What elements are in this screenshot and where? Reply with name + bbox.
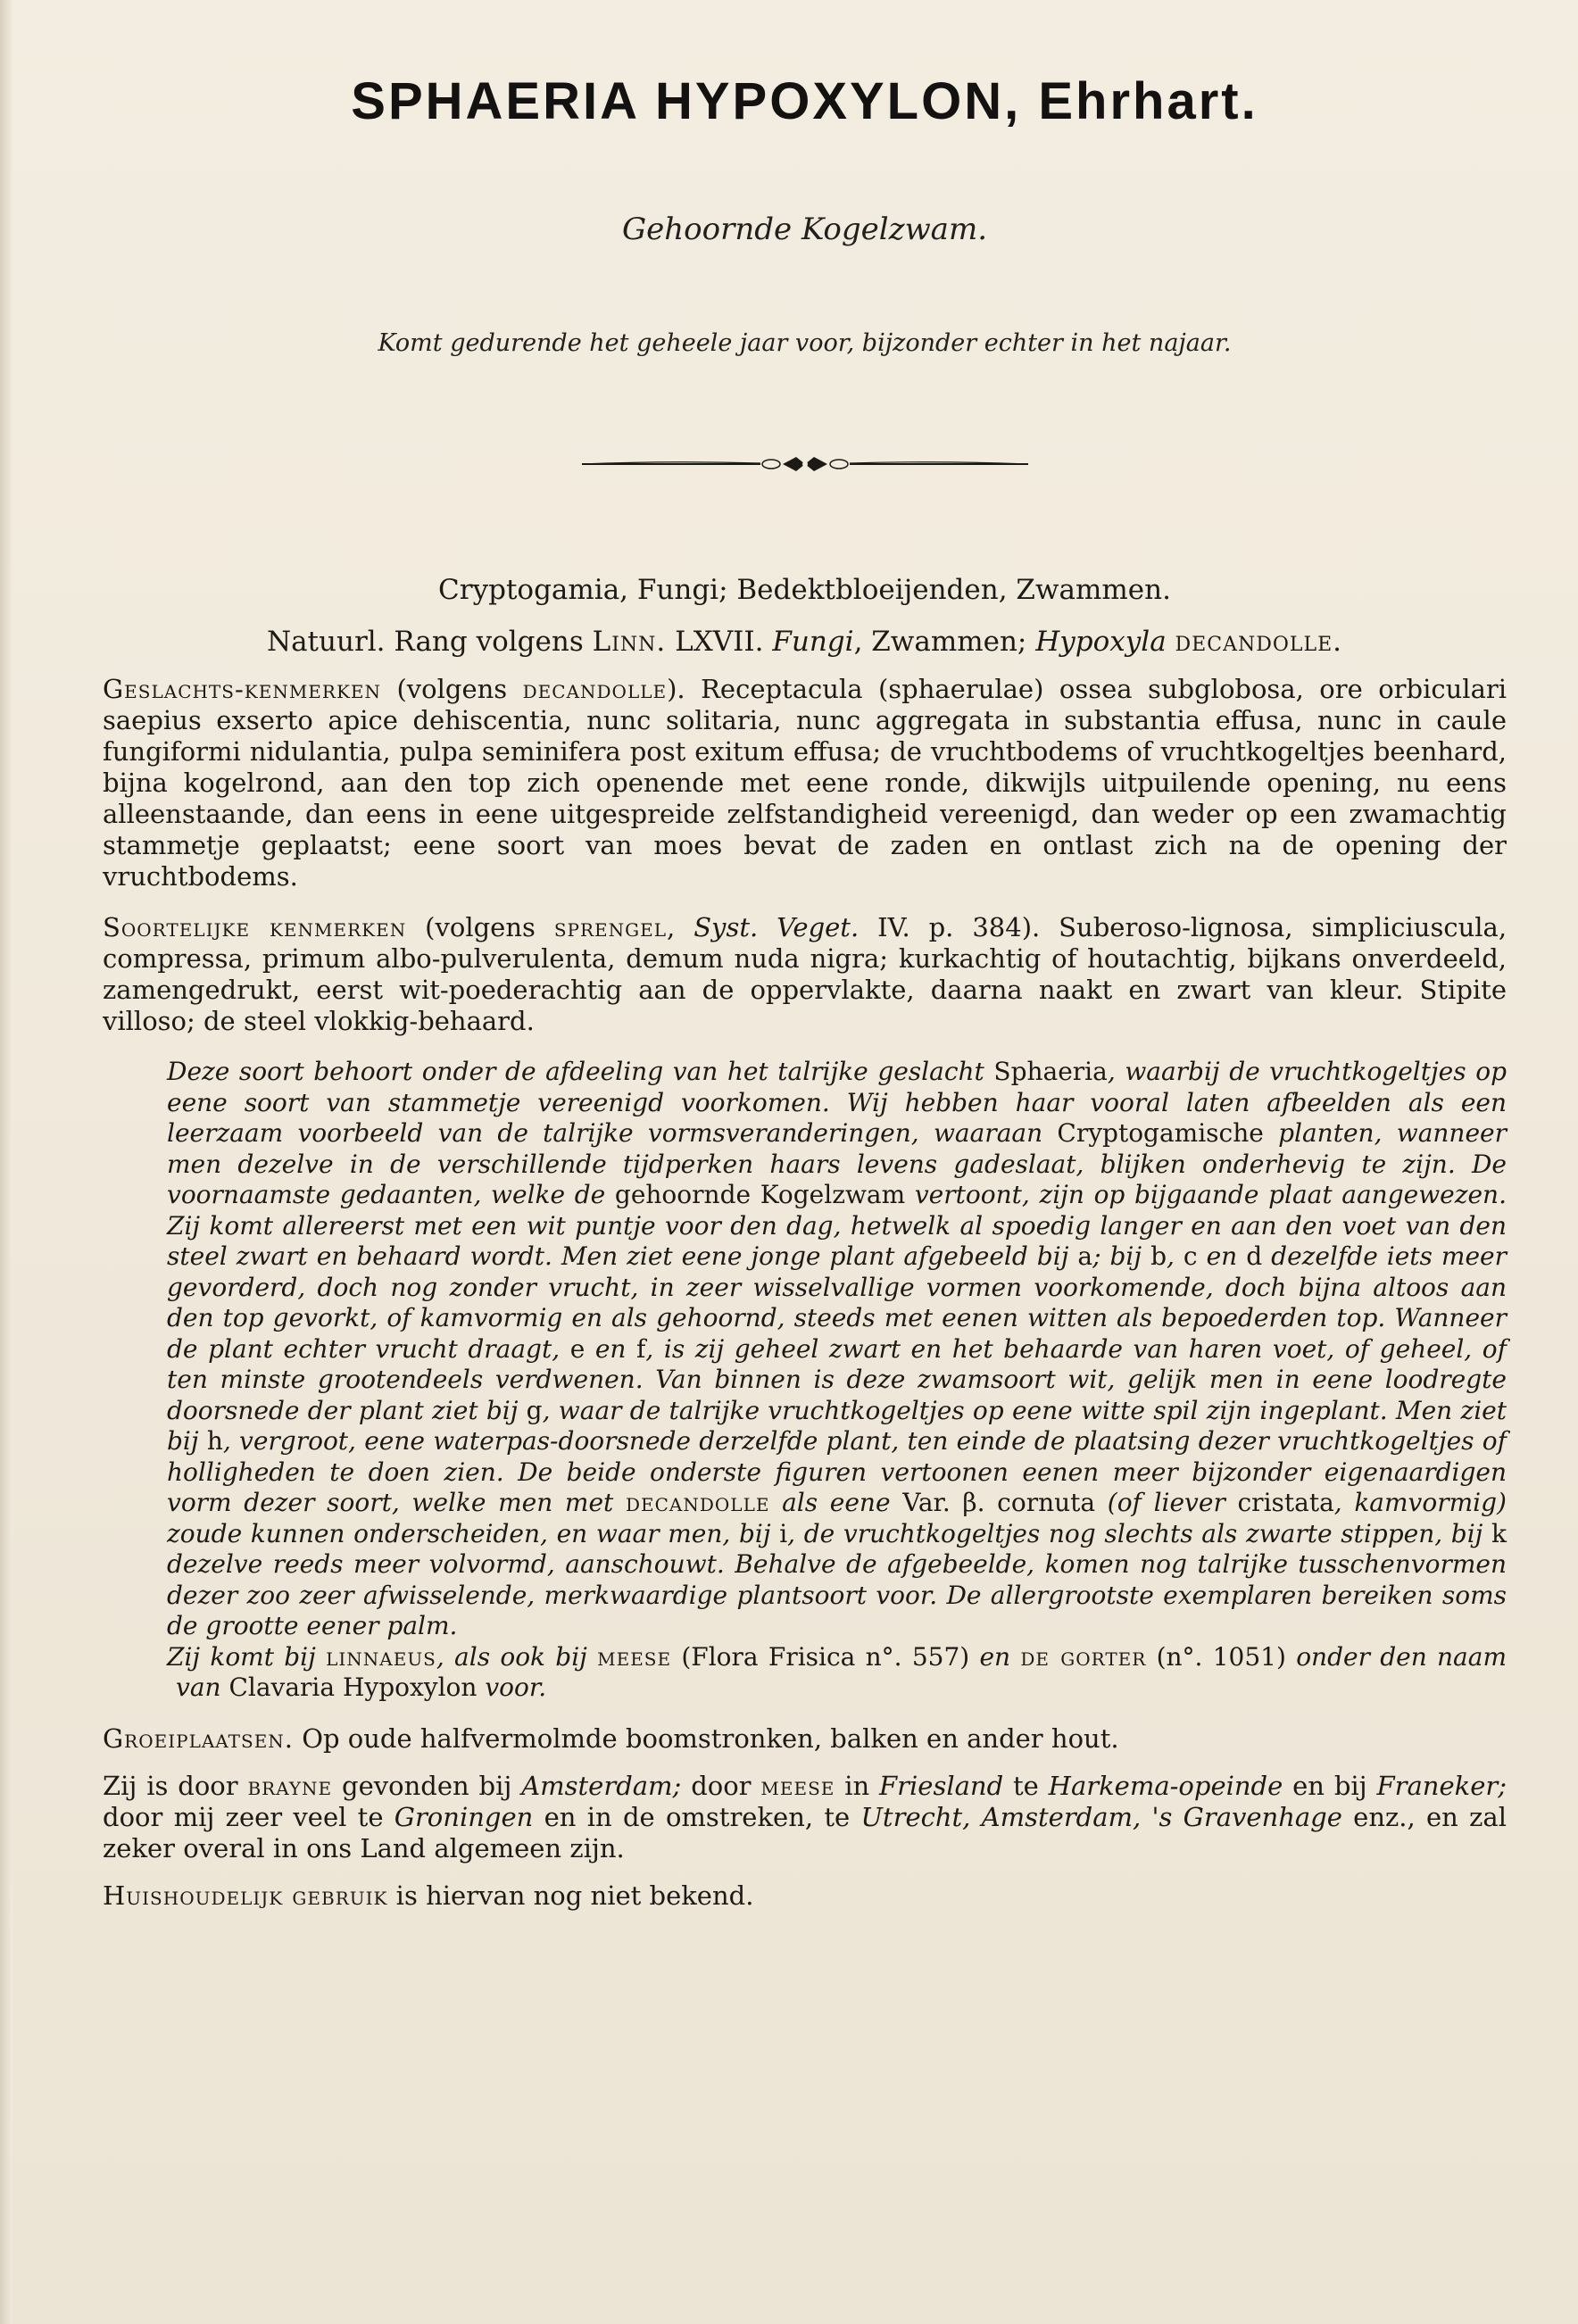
remarks-references: Zij komt bij linnaeus, als ook bij meese (Flora Frisica n°. 557) en de gorter (n°. 1051) onder den naam van Clavaria Hypoxylon voor. xyxy=(167,1641,1507,1702)
household-use-paragraph: Huishoudelijk gebruik is hiervan nog niet bekend. xyxy=(103,1880,754,1911)
remarks-section xyxy=(103,1057,1507,1704)
remarks-paragraph: Deze soort behoort onder de afdeeling van het talrijke geslacht Sphaeria, waarbij de vruchtkogeltjes op eene soort van stammetje vereenigd voorkomen. Wij hebben haar vooral laten afbeelden als een leerzaam voorbeeld van de talrijke vormsveranderingen, waaraan Cryptogamische planten, wanneer men dezelve in de verschillende tijdperken haars levens gadeslaat, blijken onderhevig te zijn. De voornaamste gedaanten, welke de gehoornde Kogelzwam vertoont, zijn op bijgaande plaat aangewezen. Zij komt allereerst met een wit puntje voor den dag, hetwelk al spoedig langer en aan den voet van den steel zwart en behaard wordt. Men ziet eene jonge plant afgebeeld bij a; bij b, c en d dezelfde iets meer gevorderd, doch nog zonder vrucht, in zeer wisselvallige vormen voorkomende, doch bijna altoos aan den top gevorkt, of kamvormig en als gehoornd, steeds met eenen witten als bepoederden top. Wanneer de plant echter vrucht draagt, e en f, is zij geheel zwart en het behaarde van haren voet, of geheel, of ten minste grootendeels verdwenen. Van binnen is deze zwamsoort wit, gelijk men in eene loodregte doorsnede der plant ziet bij g, waar de talrijke vruchtkogeltjes op eene witte spil zijn ingeplant. Men ziet bij h, vergroot, eene waterpas-doorsnede derzelfde plant, ten einde de plaatsing dezer vruchtkogeltjes of holligheden te doen zien. De beide onderste figuren vertoonen eenen meer bijzonder eigenaardigen vorm dezer soort, welke men met decandolle als eene Var. β. cornuta (of liever cristata, kamvormig) zoude kunnen onderscheiden, en waar men, bij i, de vruchtkogeltjes nog slechts als zwarte stippen, bij k dezelve reeds meer volvormd, aanschouwt. Behalve de afgebeelde, komen nog talrijke tusschenvormen dezer zoo zeer afwisselende, merkwaardige plantsoort voor. De allergrootste exemplaren bereiken soms de grootte eener palm. xyxy=(167,1057,1507,1640)
natural-rank-line: Natuurl. Rang volgens Linn. LXVII. Fungi, Zwammen; Hypoxyla decandolle. xyxy=(266,626,1343,658)
localities-paragraph: Zij is door brayne gevonden bij Amsterdam; door meese in Friesland te Harkema-opeinde en bij Franeker; door mij zeer veel te Groningen en in de omstreken, te Utrecht, Amsterdam, 's Gravenhage enz., en zal zeker overal in ons Land algemeen zijn. xyxy=(103,1770,1507,1863)
household-use-heading: Huishoudelijk gebruik xyxy=(103,1880,388,1911)
species-heading: Soortelijke kenmerken xyxy=(103,912,407,942)
classification-line: Cryptogamia, Fungi; Bedektbloeijenden, Zwammen. xyxy=(438,574,1171,606)
habitat-paragraph: Groeiplaatsen. Op oude halfvermolmde boomstronken, balken en ander hout. xyxy=(103,1722,1119,1754)
vernacular-name: Gehoornde Kogelzwam. xyxy=(621,212,987,247)
habitat-heading: Groeiplaatsen. xyxy=(103,1722,295,1754)
page-title: SPHAERIA HYPOXYLON, Ehrhart. xyxy=(351,72,1258,130)
species-characters: Soortelijke kenmerken (volgens sprengel, Syst. Veget. IV. p. 384). Suberoso-lignosa, simpliciuscula, compressa, primum albo-pulverulenta, demum nuda nigra; kurkachtig of houtachtig, bijkans onverdeeld, zamengedrukt, eerst wit-poederachtig aan de oppervlakte, daarna naakt en zwart van kleur. Stipite villoso; de steel vlokkig-behaard. xyxy=(103,912,1507,1036)
ornament-divider xyxy=(582,451,1028,477)
occurrence-note: Komt gedurende het geheele jaar voor, bijzonder echter in het najaar. xyxy=(378,329,1232,357)
genus-characters: Geslachts-kenmerken (volgens decandolle). Receptacula (sphaerulae) ossea subglobosa, ore orbiculari saepius exserto apice dehiscentia, nunc solitaria, nunc aggregata in substantia effusa, nunc in caule fungiformi nidulantia, pulpa seminifera post exitum effusa; de vruchtbodems of vruchtkogeltjes beenhard, bijna kogelrond, aan den top zich openende met eene ronde, dikwijls uitpuilende opening, nu eens alleenstaande, dan eens in eene uitgespreide zelfstandigheid vereenigd, dan weder op een zwamachtig stammetje geplaatst; eene soort van moes bevat de zaden en ontlast zich na de opening der vruchtbodems. xyxy=(103,674,1507,892)
genus-heading: Geslachts-kenmerken xyxy=(103,674,381,704)
